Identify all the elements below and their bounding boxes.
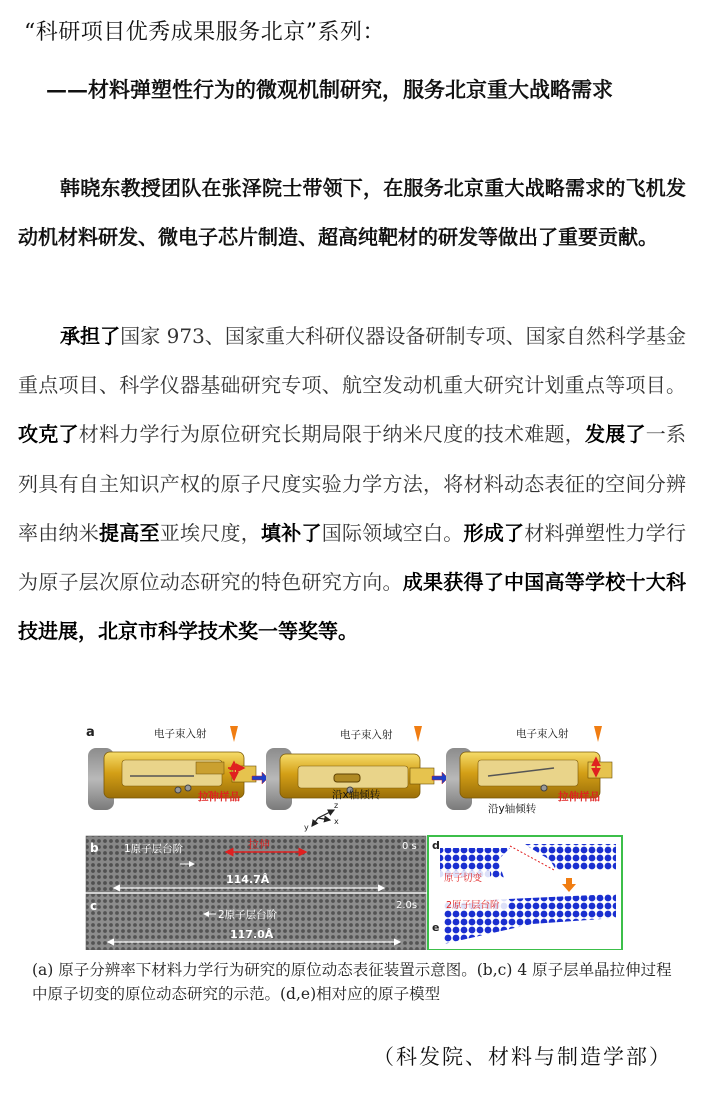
beam-label-2: 电子束入射 xyxy=(340,729,393,741)
panel-b-letter: b xyxy=(90,841,99,855)
body-text: 国家 973、国家重大科研仪器设备研制专项、国家自然科学基金重点项目、科学仪器基础研究专项、航空发动机重大研究计划重点等项目。 xyxy=(18,324,687,398)
tilt-y-label: 沿y轴倾转 xyxy=(488,803,537,815)
body-text: 材料弹塑性力学行为原子层次原位动态研究的特色研究方向。 xyxy=(18,520,686,595)
body-text: 国际领域空白。 xyxy=(321,520,464,545)
axis-y-label: y xyxy=(304,823,309,832)
panel-c-distance: 117.0Å xyxy=(230,928,274,941)
transition-arrow-icon-2 xyxy=(432,772,448,784)
panel-b-stretch-label: 拉伸 xyxy=(248,838,270,851)
body-text: 亚埃尺度， xyxy=(159,520,261,545)
panel-b-step-label: 1原子层台阶 xyxy=(124,843,184,855)
body-emphasis: 填补了 xyxy=(261,520,322,545)
body-emphasis: 提高至 xyxy=(99,520,160,545)
research-figure xyxy=(84,718,624,950)
figure-panel-c xyxy=(86,894,426,950)
panel-e-letter: e xyxy=(432,921,440,934)
electron-beam-arrow-icon-1 xyxy=(230,726,238,742)
body-text: 材料力学行为原位研究长期局限于纳米尺度的技术难题， xyxy=(78,422,585,447)
body-emphasis: 成果获得了中国高等学校十大科技进展，北京市科学技术奖一等奖等。 xyxy=(18,570,686,644)
figure-caption: (a) 原子分辨率下材料力学行为研究的原位动态表征装置示意图。(b,c) 4 原子层单晶拉伸过程中原子切变的原位动态研究的示范。(d,e)相对应的原子模型 xyxy=(32,961,672,1003)
body-emphasis: 攻克了 xyxy=(18,422,79,447)
series-title: “科研项目优秀成果服务北京”系列： xyxy=(24,20,385,45)
figure-panel-de xyxy=(428,836,622,950)
electron-beam-arrow-icon-3 xyxy=(594,726,602,742)
panel-a-letter: a xyxy=(86,725,95,740)
beam-label-3: 电子束入射 xyxy=(516,728,569,740)
intro-paragraph: 韩晓东教授团队在张泽院士带领下，在服务北京重大战略需求的飞机发动机材料研发、微电子芯片制造、超高纯靶材的研发等做出了重要贡献。 xyxy=(18,176,686,249)
body-paragraph xyxy=(18,312,686,656)
panel-b-time: 0 s xyxy=(402,841,417,852)
tilt-x-label: 沿x轴倾转 xyxy=(332,789,381,801)
article-subtitle xyxy=(18,66,686,114)
panel-c-step-label: 2原子层台阶 xyxy=(218,909,278,921)
sample-label-2: 拉伸样品 xyxy=(558,791,600,803)
body-emphasis: 形成了 xyxy=(463,520,525,545)
panel-e-step-label: 2原子层台阶 xyxy=(446,900,500,911)
electron-beam-arrow-icon-2 xyxy=(414,726,422,742)
panel-b-distance: 114.7Å xyxy=(226,873,270,886)
panel-d-shear-label: 原子切变 xyxy=(444,873,483,884)
body-emphasis: 承担了 xyxy=(60,324,121,348)
axis-z-label: z xyxy=(334,801,339,810)
axis-indicator xyxy=(304,801,339,832)
panel-d-letter: d xyxy=(432,839,440,852)
panel-c-time: 2.0s xyxy=(396,900,418,911)
figure-panel-a xyxy=(86,725,612,832)
panel-c-letter: c xyxy=(90,899,98,913)
figure-panel-b xyxy=(86,836,426,892)
subtitle-text: ——材料弹塑性行为的微观机制研究，服务北京重大战略需求 xyxy=(46,77,613,102)
department-signature: （科发院、材料与制造学部） xyxy=(373,1045,672,1069)
axis-x-label: x xyxy=(334,817,339,826)
body-emphasis: 发展了 xyxy=(585,422,646,447)
body-text: 一系列具有自主知识产权的原子尺度实验力学方法，将材料动态表征的空间分辨率由纳米 xyxy=(18,422,686,545)
sample-label-1: 拉伸样品 xyxy=(198,791,240,803)
beam-label-1: 电子束入射 xyxy=(154,728,207,740)
